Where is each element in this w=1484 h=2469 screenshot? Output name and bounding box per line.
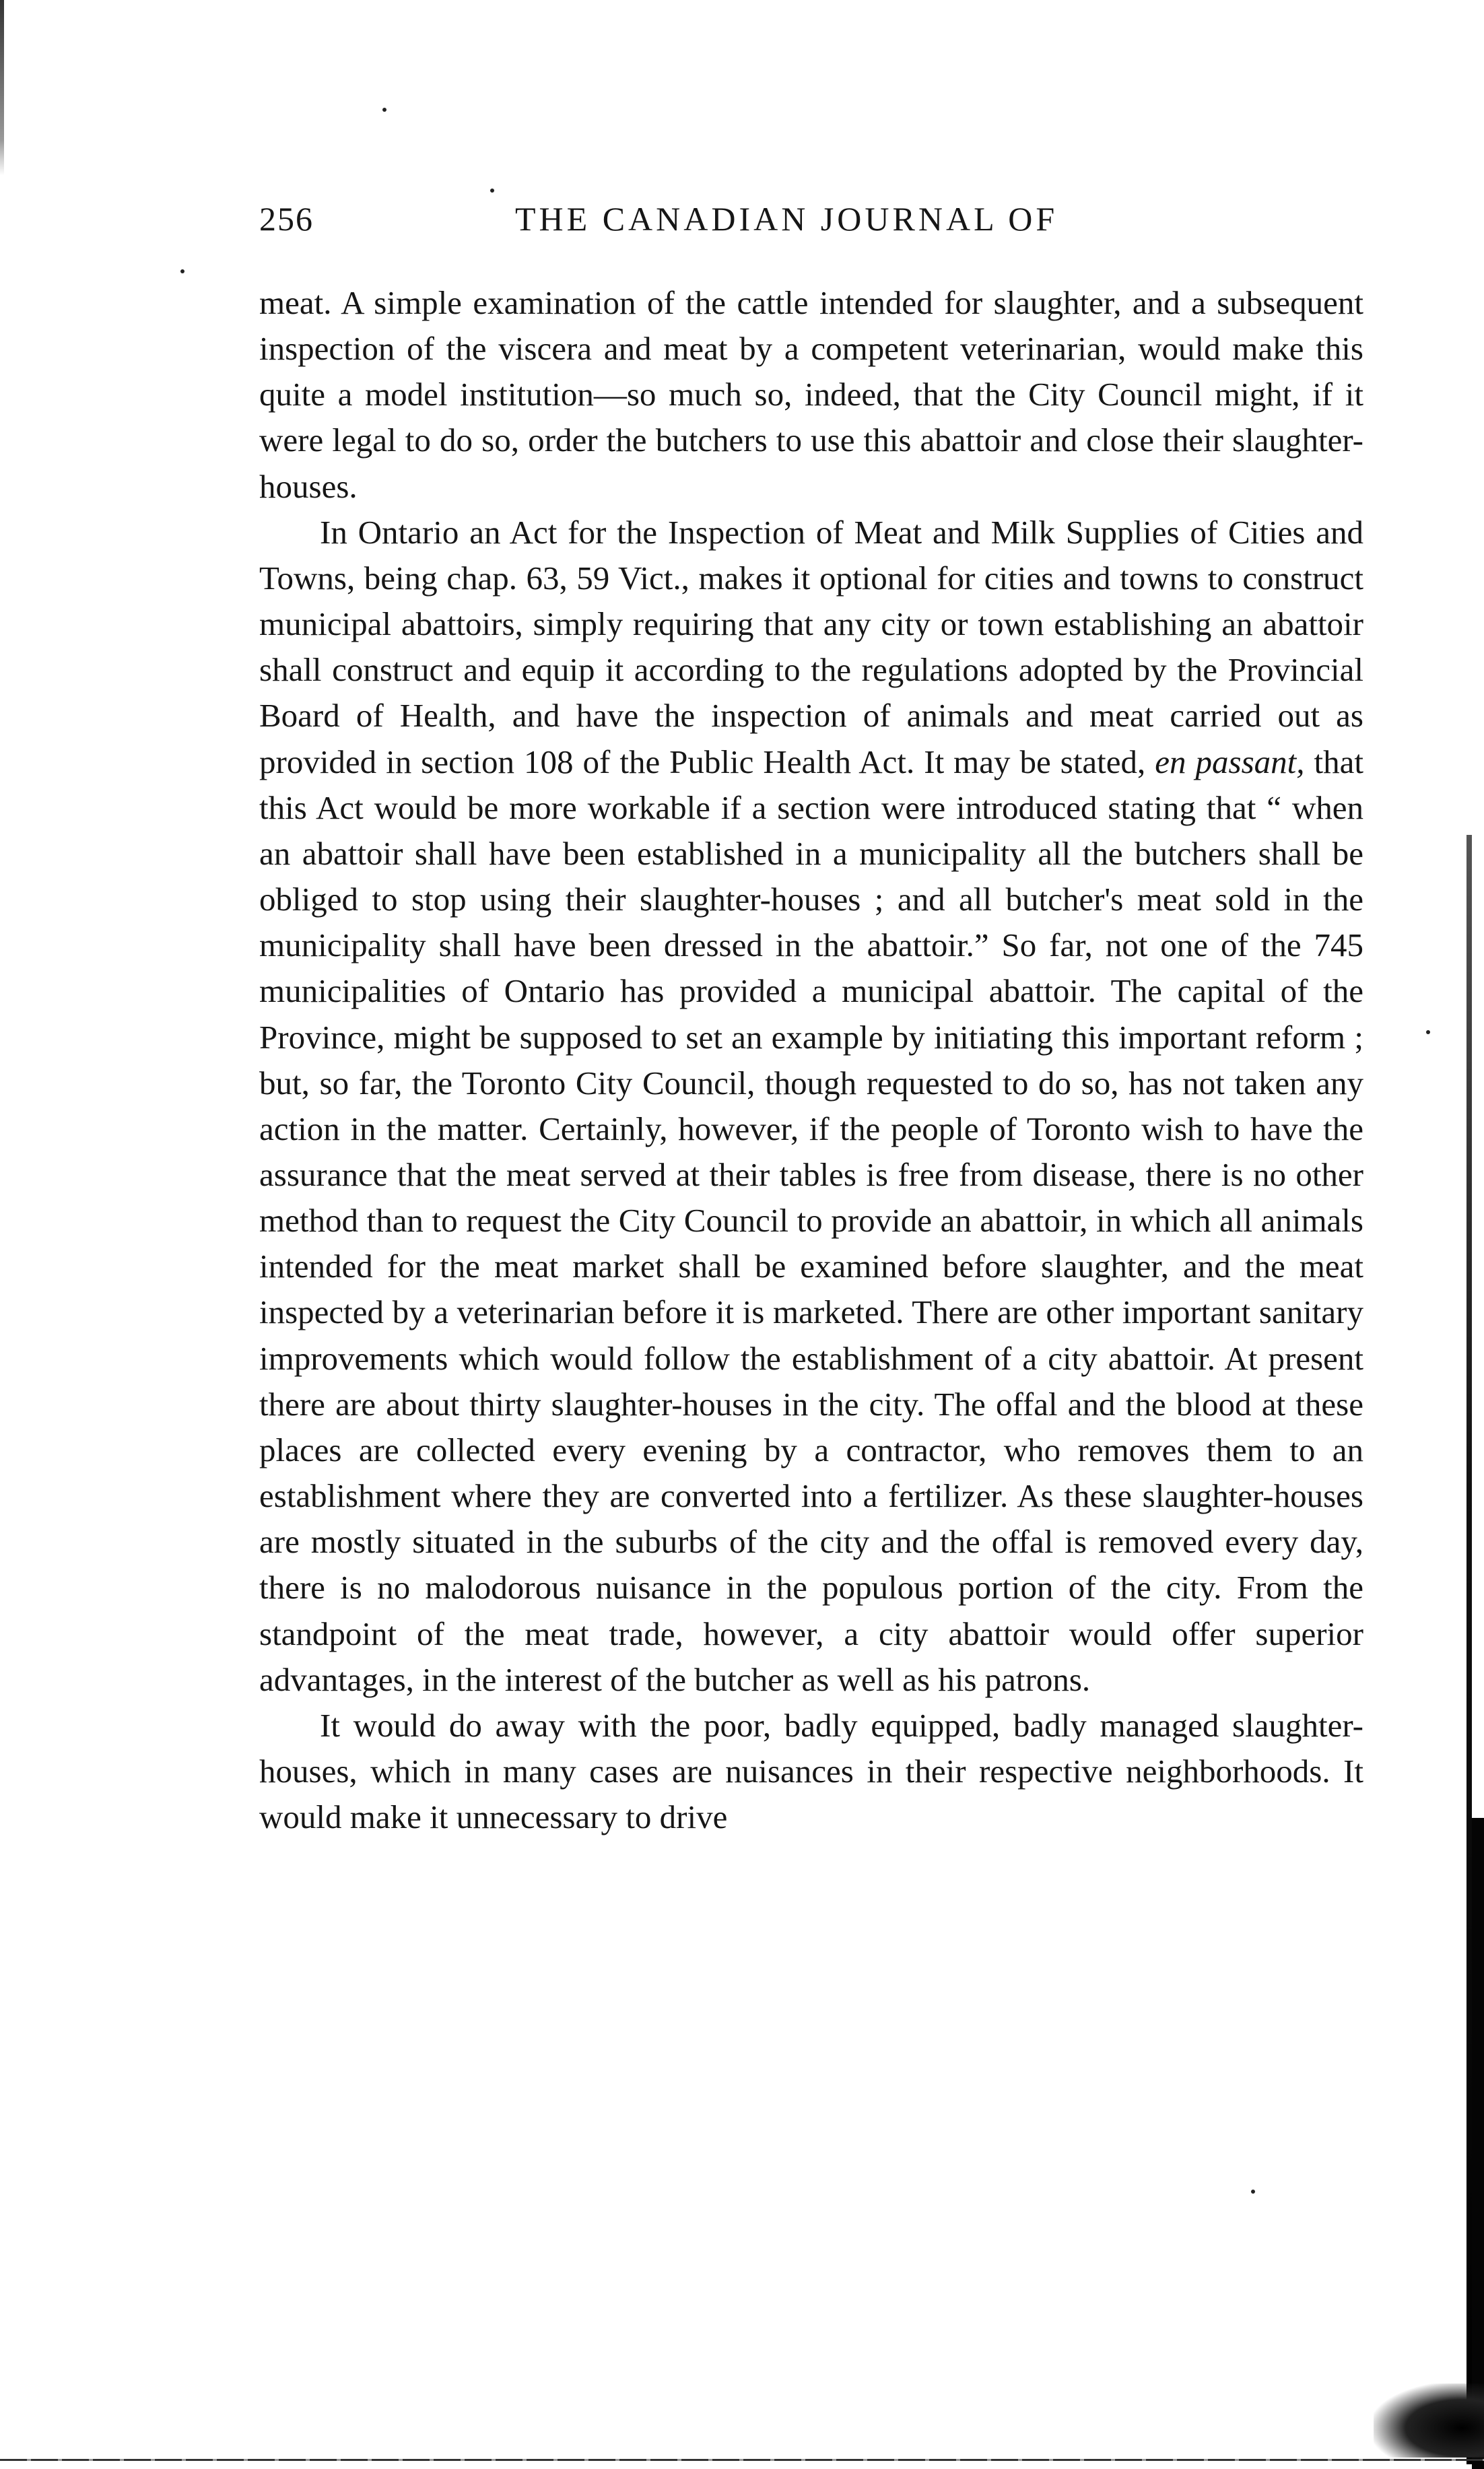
ink-speck <box>180 269 184 273</box>
ink-speck <box>382 108 386 112</box>
scan-corner-blot <box>1374 2383 1484 2458</box>
scan-shadow-right-fill <box>1472 1818 1484 2469</box>
scan-shadow-right <box>1466 835 1472 2464</box>
paragraph-1: meat. A simple examination of the cattle intended for slaughter, and a subsequent inspection of the viscera and meat by a competent veterinarian, would make this quite a model institution—so much so, indeed, that the City Council might, if it were legal to do so, order the butchers to use this abattoir and close their slaughter-houses. <box>259 284 1363 505</box>
page-header <box>259 199 1390 253</box>
paragraph-3: It would do away with the poor, badly equipped, badly managed slaughter-houses, which in many cases are nuisances in their respective neighborhoods. It would make it unnecessary to drive <box>259 1706 1363 1836</box>
scan-bottom-edge <box>0 2459 1484 2461</box>
page-number: 256 <box>259 200 314 238</box>
italic-phrase: en passant, <box>1155 743 1305 780</box>
running-head: THE CANADIAN JOURNAL OF <box>515 200 1058 238</box>
ink-speck <box>1251 2190 1255 2194</box>
scan-shadow-left <box>0 0 4 175</box>
ink-speck <box>490 189 494 193</box>
paragraph-2 <box>259 510 1363 1703</box>
ink-speck <box>1426 1030 1430 1034</box>
paragraph-2-part-a: In Ontario an Act for the Inspection of Meat and Milk Supplies of Cities and Towns, being chap. 63, 59 Vict., makes it optional for cities and towns to construct municipal abattoirs, simply requiring that any city or town establishing an abattoir shall construct and equip it according to the regulations adopted by the Provincial Board of Health, and have the inspection of animals and meat carried out as provided in section 108 of the Public Health Act. It may be stated, <box>259 513 1363 780</box>
paragraph-2-part-b: that this Act would be more workable if a section were introduced stating that “ when an abattoir shall have been established in a municipality all the butchers shall be obliged to stop using their slaughter-houses ; and all butcher's meat sold in the municipality shall have been dressed in the abattoir.” So far, not one of the 745 municipalities of Ontario has provided a municipal abattoir. The capital of the Province, might be supposed to set an example by initiating this important reform ; but, so far, the Toronto City Council, though requested to do so, has not taken any action in the matter. Certainly, however, if the people of Toronto wish to have the assurance that the meat served at their tables is free from disease, there is no other method than to request the City Council to provide an abattoir, in which all animals intended for the meat market shall be examined before slaughter, and the meat inspected by a veterinarian before it is marketed. There are other important sanitary improvements which would follow the establishment of a city abattoir. At present there are about thirty slaughter-houses in the city. The offal and the blood at these places are collected every evening by a contractor, who removes them to an establishment where they are converted into a fertilizer. As these slaughter-houses are mostly situated in the suburbs of the city and the offal is removed every day, there is no malodorous nuisance in the populous portion of the city. From the standpoint of the meat trade, however, a city abattoir would offer superior advantages, in the interest of the butcher as well as his patrons. <box>259 743 1363 1698</box>
body-text <box>259 280 1363 1840</box>
